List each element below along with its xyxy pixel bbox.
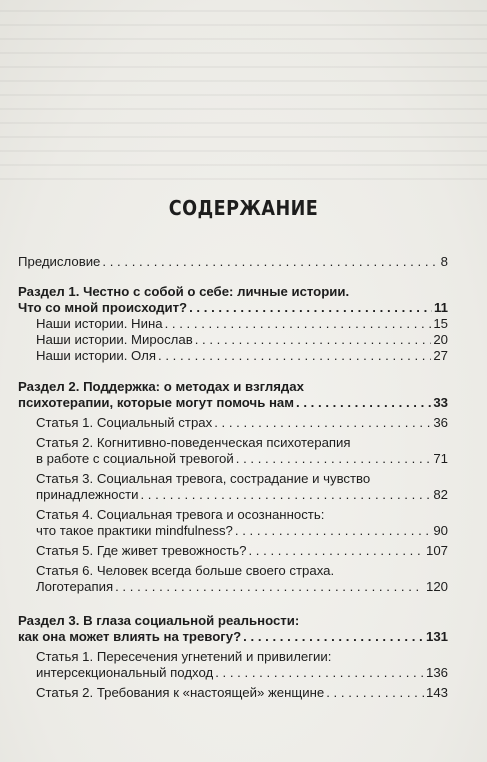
- toc-entry-article-3: [18, 471, 448, 503]
- entry-title: Раздел 1. Честно с собой о себе: личные истории.: [18, 284, 350, 299]
- page-number: 143: [425, 685, 448, 700]
- page-number: 131: [425, 629, 448, 644]
- page-number: 27: [433, 348, 448, 363]
- toc-entry-article-1: [18, 415, 448, 431]
- bleed-through-text: [0, 0, 487, 180]
- page-number: 120: [425, 579, 448, 594]
- dot-leader: [189, 300, 432, 316]
- entry-title-continued: интерсекциональный подход: [36, 665, 214, 680]
- toc-entry-preface: [18, 254, 448, 270]
- entry-title: Статья 1. Пересечения угнетений и привилегии:: [36, 649, 332, 664]
- entry-title-continued: Логотерапия: [36, 579, 114, 594]
- page-number: 71: [433, 451, 448, 466]
- entry-title: Наши истории. Нина: [36, 316, 163, 331]
- toc-entry-article-5: [18, 543, 448, 559]
- entry-title: Наши истории. Мирослав: [36, 332, 193, 347]
- toc-entry-s3-article-2: [18, 685, 448, 701]
- page-number: 90: [433, 523, 448, 538]
- dot-leader: [236, 451, 432, 467]
- dot-leader: [195, 332, 432, 348]
- entry-title: Статья 1. Социальный страх: [36, 415, 213, 430]
- dot-leader: [214, 415, 431, 431]
- toc-entry-miroslav: [18, 332, 448, 348]
- entry-title-continued: принадлежности: [36, 487, 139, 502]
- entry-title-continued: Что со мной происходит?: [18, 300, 188, 315]
- page-number: 8: [440, 254, 448, 269]
- table-of-contents: [18, 254, 448, 701]
- dot-leader: [248, 543, 424, 559]
- page-number: 82: [433, 487, 448, 502]
- entry-title: Раздел 3. В глаза социальной реальности:: [18, 613, 300, 628]
- entry-title: Статья 2. Требования к «настоящей» женщине: [36, 685, 325, 700]
- dot-leader: [102, 254, 438, 270]
- toc-entry-nina: [18, 316, 448, 332]
- toc-section-3: [18, 613, 448, 645]
- dot-leader: [326, 685, 424, 701]
- toc-section-2: [18, 379, 448, 411]
- toc-entry-article-4: [18, 507, 448, 539]
- dot-leader: [165, 316, 432, 332]
- page-number: 15: [433, 316, 448, 331]
- entry-title-continued: как она может влиять на тревогу?: [18, 629, 242, 644]
- page-number: 33: [433, 395, 448, 410]
- dot-leader: [215, 665, 424, 681]
- toc-entry-article-6: [18, 563, 448, 595]
- entry-title: Статья 2. Когнитивно-поведенческая психотерапия: [36, 435, 351, 450]
- page-number: 20: [433, 332, 448, 347]
- toc-entry-s3-article-1: [18, 649, 448, 681]
- page-title: СОДЕРЖАНИЕ: [168, 196, 319, 220]
- toc-entry-olya: [18, 348, 448, 364]
- entry-title: Статья 3. Социальная тревога, сострадание и чувство: [36, 471, 371, 486]
- entry-title: Статья 6. Человек всегда больше своего страха.: [36, 563, 335, 578]
- entry-title-continued: что такое практики mindfulness?: [36, 523, 233, 538]
- entry-title: Предисловие: [18, 254, 101, 269]
- entry-title: Статья 4. Социальная тревога и осознанность:: [36, 507, 325, 522]
- entry-title: Статья 5. Где живет тревожность?: [36, 543, 247, 558]
- dot-leader: [158, 348, 431, 364]
- page-number: 136: [425, 665, 448, 680]
- toc-entry-article-2: [18, 435, 448, 467]
- entry-title: Наши истории. Оля: [36, 348, 156, 363]
- dot-leader: [140, 487, 431, 503]
- dot-leader: [115, 579, 424, 595]
- entry-title-continued: психотерапии, которые могут помочь нам: [18, 395, 295, 410]
- dot-leader: [243, 629, 424, 645]
- dot-leader: [235, 523, 431, 539]
- page-number: 36: [433, 415, 448, 430]
- entry-title: Раздел 2. Поддержка: о методах и взглядах: [18, 379, 304, 394]
- page-number: 107: [425, 543, 448, 558]
- entry-title-continued: в работе с социальной тревогой: [36, 451, 234, 466]
- dot-leader: [296, 395, 431, 411]
- toc-section-1: [18, 284, 448, 316]
- page-number: 11: [434, 300, 448, 315]
